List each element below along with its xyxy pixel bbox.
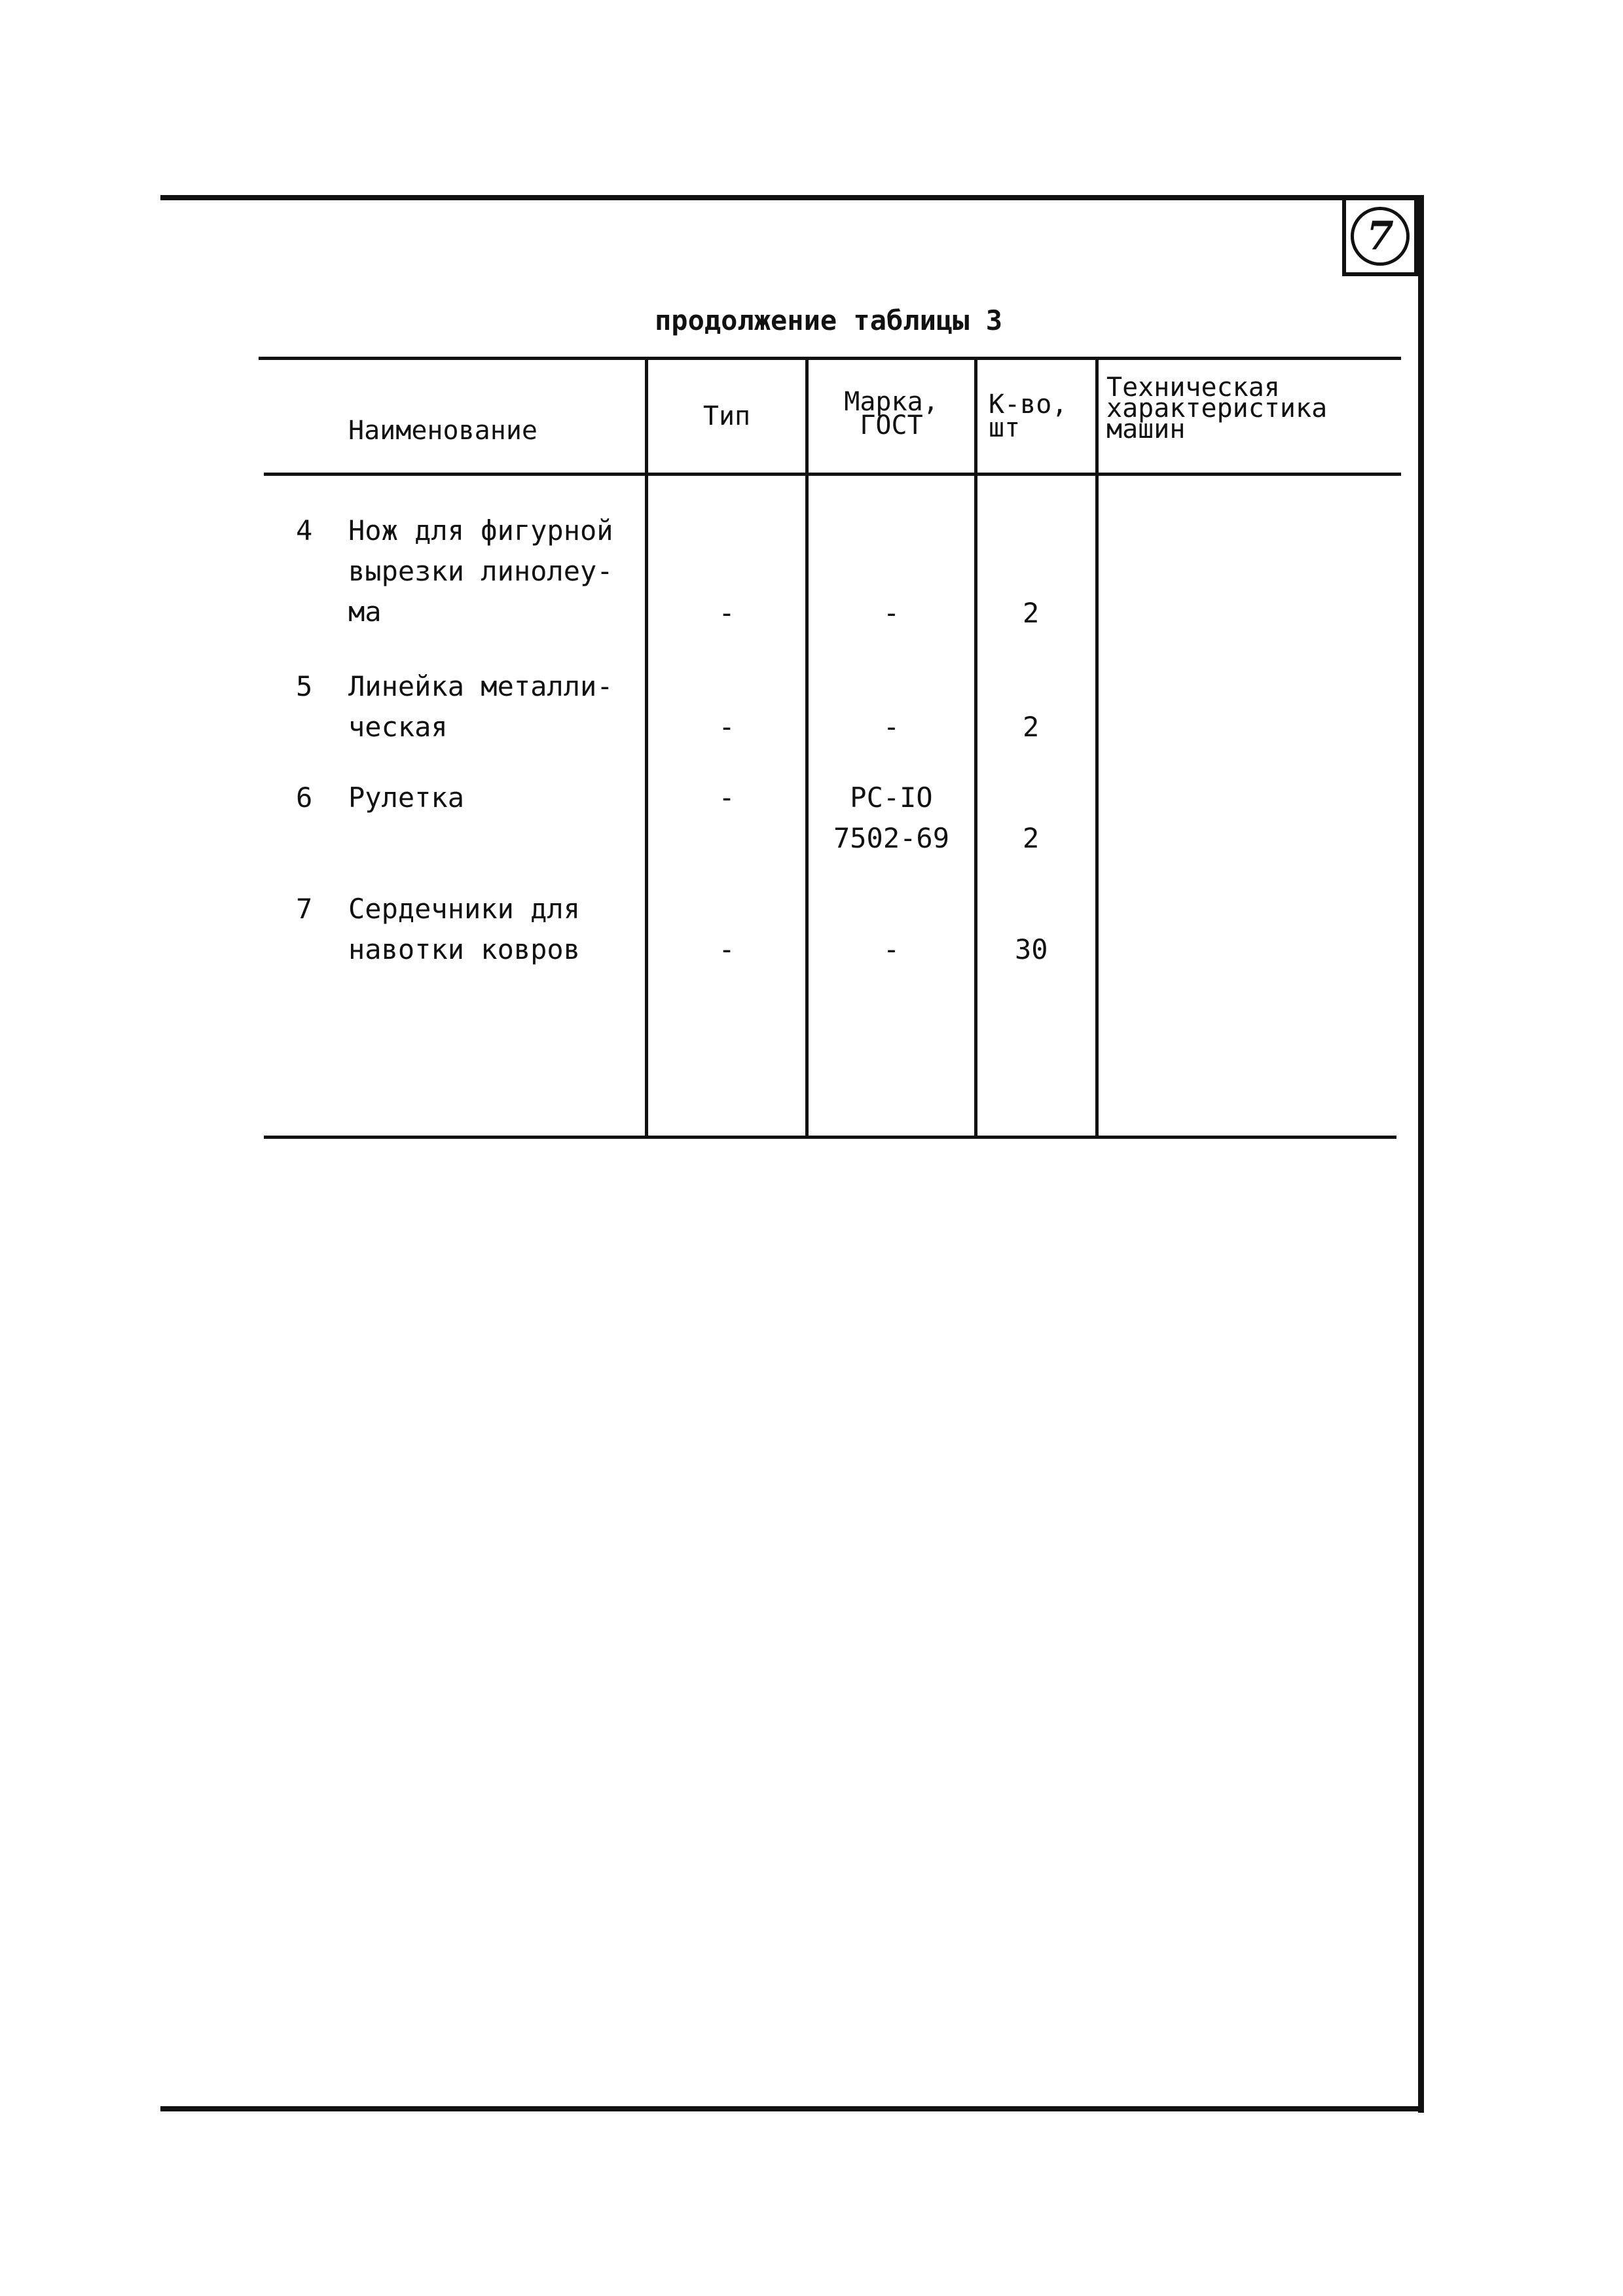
- row-mark: РС-IO 7502-69: [833, 781, 949, 854]
- row-name: Нож для фигурной вырезки линолеу- ма: [348, 514, 613, 628]
- row-mark: -: [883, 597, 900, 629]
- header-mark: Марка, ГОСТ: [844, 387, 939, 440]
- row-qty: 2: [1023, 822, 1040, 854]
- column-divider: [645, 357, 648, 1139]
- row-type: -: [718, 711, 735, 743]
- row-name: Рулетка: [348, 781, 465, 814]
- row-qty: 30: [1015, 933, 1048, 965]
- row-number: 4: [296, 514, 313, 547]
- row-number: 7: [296, 893, 313, 925]
- header-qty: К-во, шт: [989, 389, 1068, 443]
- row-qty: 2: [1023, 711, 1040, 743]
- row-type: -: [718, 933, 735, 965]
- page-number: 7: [1351, 207, 1410, 266]
- row-type: -: [718, 597, 735, 629]
- page-number-box: [1342, 196, 1418, 276]
- row-name: Линейка металли- ческая: [348, 670, 613, 743]
- column-divider: [1095, 357, 1099, 1139]
- row-name: Сердечники для навотки ковров: [348, 893, 581, 965]
- table-caption: продолжение таблицы 3: [655, 304, 1003, 336]
- row-qty: 2: [1023, 597, 1040, 629]
- row-type: -: [718, 781, 735, 814]
- page-border-right: [1418, 195, 1424, 2113]
- row-mark: -: [883, 711, 900, 743]
- column-divider: [974, 357, 977, 1139]
- page-border-top: [160, 195, 1424, 200]
- header-bottom-rule: [264, 473, 1401, 476]
- header-tech: Техническая характеристика машин: [1106, 372, 1328, 444]
- header-name: Наименование: [348, 416, 538, 446]
- column-divider: [805, 357, 809, 1139]
- row-number: 6: [296, 781, 313, 814]
- table-bottom-rule: [264, 1136, 1396, 1139]
- row-mark: -: [883, 933, 900, 965]
- table-top-rule: [259, 357, 1401, 360]
- header-type: Тип: [702, 401, 751, 431]
- page-border-bottom: [160, 2106, 1424, 2111]
- row-number: 5: [296, 670, 313, 702]
